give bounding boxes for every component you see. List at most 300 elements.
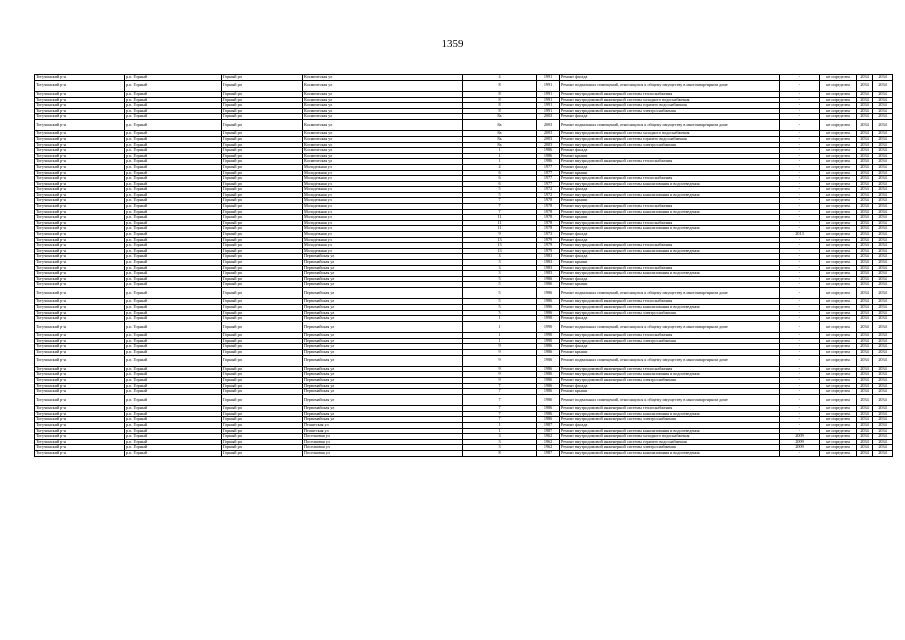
street-cell: Молодежная ул [303,204,463,210]
plan-to-year-cell: 2034 [873,349,893,355]
settlement-cell: р.п. Горный [125,75,222,81]
district-cell: Тогучинский р-н [35,423,125,429]
work-type-cell: Ремонт подвальных помещений, относящихся к общему имуществу в многоквартирном доме [560,287,780,298]
work-type-cell: Ремонт фасада [560,237,780,243]
build-year-cell: 1990 [537,338,560,344]
build-year-cell: 1978 [537,198,560,204]
build-year-cell: 1979 [537,248,560,254]
street-cell: Молодежная ул [303,187,463,193]
district-cell: Тогучинский р-н [35,170,125,176]
last-repair-year-cell: - [780,260,820,266]
plan-to-year-cell: 2034 [873,148,893,154]
settlement-cell: р.п. Горный [125,378,222,384]
district-cell: Тогучинский р-н [35,321,125,332]
house-number-cell: 1 [463,316,537,322]
municipality-cell: Горный рп [222,287,303,298]
municipality-cell: Горный рп [222,215,303,221]
street-cell: Молодежная ул [303,176,463,182]
last-repair-year-cell: - [780,114,820,120]
build-year-cell: 1990 [537,333,560,339]
plan-from-year-cell: 2034 [857,198,873,204]
plan-from-year-cell: 2034 [857,260,873,266]
settlement-cell: р.п. Горный [125,287,222,298]
plan-status-cell: не определен [820,80,857,91]
work-type-cell: Ремонт фасада [560,316,780,322]
house-number-cell: 8а [463,142,537,148]
build-year-cell: 1977 [537,181,560,187]
settlement-cell: р.п. Горный [125,423,222,429]
plan-to-year-cell: 2034 [873,417,893,423]
build-year-cell: 1962 [537,434,560,440]
plan-to-year-cell: 2034 [873,434,893,440]
work-type-cell: Ремонт фасада [560,164,780,170]
plan-from-year-cell: 2034 [857,378,873,384]
plan-status-cell: не определен [820,142,857,148]
last-repair-year-cell: - [780,423,820,429]
last-repair-year-cell: - [780,243,820,249]
work-type-cell: Ремонт подвальных помещений, относящихся к общему имуществу в многоквартирном доме [560,80,780,91]
last-repair-year-cell: - [780,265,820,271]
settlement-cell: р.п. Горный [125,428,222,434]
street-cell: Первомайская ул [303,265,463,271]
plan-status-cell: не определен [820,220,857,226]
plan-from-year-cell: 2034 [857,209,873,215]
last-repair-year-cell: - [780,338,820,344]
municipality-cell: Горный рп [222,389,303,395]
plan-to-year-cell: 2034 [873,304,893,310]
house-number-cell: 5 [463,192,537,198]
plan-to-year-cell: 2034 [873,209,893,215]
street-cell: Первомайская ул [303,383,463,389]
plan-to-year-cell: 2034 [873,265,893,271]
plan-status-cell: не определен [820,406,857,412]
capital-repair-table [34,74,893,457]
street-cell: Первомайская ул [303,344,463,350]
plan-status-cell: не определен [820,97,857,103]
plan-to-year-cell: 2034 [873,287,893,298]
plan-to-year-cell: 2034 [873,344,893,350]
municipality-cell: Горный рп [222,80,303,91]
street-cell: Первомайская ул [303,254,463,260]
work-type-cell: Ремонт подвальных помещений, относящихся к общему имуществу в многоквартирном доме [560,321,780,332]
house-number-cell: 9 [463,355,537,366]
settlement-cell: р.п. Горный [125,451,222,457]
district-cell: Тогучинский р-н [35,406,125,412]
district-cell: Тогучинский р-н [35,209,125,215]
plan-from-year-cell: 2034 [857,226,873,232]
settlement-cell: р.п. Горный [125,153,222,159]
district-cell: Тогучинский р-н [35,243,125,249]
settlement-cell: р.п. Горный [125,215,222,221]
work-type-cell: Ремонт внутридомовой инженерной системы холодного водоснабжения [560,97,780,103]
settlement-cell: р.п. Горный [125,114,222,120]
plan-status-cell: не определен [820,299,857,305]
settlement-cell: р.п. Горный [125,119,222,130]
settlement-cell: р.п. Горный [125,159,222,165]
plan-from-year-cell: 2034 [857,372,873,378]
settlement-cell: р.п. Горный [125,254,222,260]
last-repair-year-cell: - [780,153,820,159]
plan-from-year-cell: 2034 [857,142,873,148]
plan-to-year-cell: 2034 [873,321,893,332]
work-type-cell: Ремонт внутридомовой инженерной системы теплоснабжения [560,366,780,372]
district-cell: Тогучинский р-н [35,136,125,142]
street-cell: Космическая ул [303,131,463,137]
settlement-cell: р.п. Горный [125,316,222,322]
municipality-cell: Горный рп [222,333,303,339]
work-type-cell: Ремонт внутридомовой инженерной системы теплоснабжения [560,299,780,305]
build-year-cell: 1986 [537,148,560,154]
district-cell: Тогучинский р-н [35,153,125,159]
plan-status-cell: не определен [820,254,857,260]
street-cell: Молодежная ул [303,226,463,232]
municipality-cell: Горный рп [222,445,303,451]
work-type-cell: Ремонт внутридомовой инженерной системы канализования и водоотведения [560,192,780,198]
house-number-cell: 8а [463,119,537,130]
plan-to-year-cell: 2034 [873,176,893,182]
last-repair-year-cell: - [780,80,820,91]
plan-status-cell: не определен [820,411,857,417]
plan-from-year-cell: 2034 [857,299,873,305]
house-number-cell: 8а [463,136,537,142]
plan-status-cell: не определен [820,389,857,395]
settlement-cell: р.п. Горный [125,131,222,137]
plan-from-year-cell: 2034 [857,417,873,423]
build-year-cell: 1990 [537,316,560,322]
last-repair-year-cell: 2009 [780,434,820,440]
house-number-cell: 9 [463,378,537,384]
street-cell: Первомайская ул [303,316,463,322]
settlement-cell: р.п. Горный [125,232,222,238]
plan-status-cell: не определен [820,215,857,221]
house-number-cell: 9 [463,344,537,350]
house-number-cell: 1 [463,321,537,332]
build-year-cell: 1986 [537,299,560,305]
settlement-cell: р.п. Горный [125,282,222,288]
plan-status-cell: не определен [820,417,857,423]
plan-status-cell: не определен [820,75,857,81]
plan-from-year-cell: 2034 [857,304,873,310]
plan-from-year-cell: 2034 [857,204,873,210]
plan-status-cell: не определен [820,439,857,445]
last-repair-year-cell: - [780,254,820,260]
house-number-cell: 3 [463,434,537,440]
plan-from-year-cell: 2034 [857,316,873,322]
build-year-cell: 2003 [537,131,560,137]
settlement-cell: р.п. Горный [125,187,222,193]
build-year-cell: 1986 [537,383,560,389]
district-cell: Тогучинский р-н [35,159,125,165]
build-year-cell: 2003 [537,136,560,142]
district-cell: Тогучинский р-н [35,276,125,282]
house-number-cell: 3 [463,260,537,266]
settlement-cell: р.п. Горный [125,181,222,187]
settlement-cell: р.п. Горный [125,366,222,372]
plan-from-year-cell: 2034 [857,97,873,103]
house-number-cell: 7 [463,204,537,210]
plan-to-year-cell: 2034 [873,411,893,417]
plan-status-cell: не определен [820,248,857,254]
last-repair-year-cell: - [780,91,820,97]
last-repair-year-cell: - [780,170,820,176]
municipality-cell: Горный рп [222,170,303,176]
house-number-cell: 13 [463,248,537,254]
plan-status-cell: не определен [820,192,857,198]
district-cell: Тогучинский р-н [35,220,125,226]
last-repair-year-cell: - [780,192,820,198]
plan-status-cell: не определен [820,159,857,165]
build-year-cell: 1986 [537,153,560,159]
street-cell: Космическая ул [303,80,463,91]
house-number-cell: 3 [463,265,537,271]
settlement-cell: р.п. Горный [125,80,222,91]
plan-status-cell: не определен [820,378,857,384]
plan-to-year-cell: 2034 [873,378,893,384]
settlement-cell: р.п. Горный [125,148,222,154]
municipality-cell: Горный рп [222,344,303,350]
plan-to-year-cell: 2034 [873,451,893,457]
settlement-cell: р.п. Горный [125,209,222,215]
last-repair-year-cell: - [780,248,820,254]
municipality-cell: Горный рп [222,237,303,243]
municipality-cell: Горный рп [222,366,303,372]
build-year-cell: 2003 [537,119,560,130]
house-number-cell: 5 [463,310,537,316]
build-year-cell: 1986 [537,287,560,298]
last-repair-year-cell: - [780,333,820,339]
work-type-cell: Ремонт крыши [560,215,780,221]
build-year-cell: 1991 [537,103,560,109]
district-cell: Тогучинский р-н [35,304,125,310]
plan-from-year-cell: 2034 [857,287,873,298]
district-cell: Тогучинский р-н [35,260,125,266]
municipality-cell: Горный рп [222,406,303,412]
settlement-cell: р.п. Горный [125,333,222,339]
work-type-cell: Ремонт внутридомовой инженерной системы теплоснабжения [560,159,780,165]
plan-from-year-cell: 2034 [857,119,873,130]
house-number-cell: 7 [463,411,537,417]
district-cell: Тогучинский р-н [35,383,125,389]
house-number-cell: 11 [463,220,537,226]
build-year-cell: 1986 [537,417,560,423]
work-type-cell: Ремонт внутридомовой инженерной системы канализования и водоотведения [560,181,780,187]
work-type-cell: Ремонт крыши [560,349,780,355]
plan-from-year-cell: 2034 [857,406,873,412]
settlement-cell: р.п. Горный [125,310,222,316]
plan-status-cell: не определен [820,383,857,389]
street-cell: Пташтская ул [303,428,463,434]
build-year-cell: 1991 [537,91,560,97]
build-year-cell: 2003 [537,114,560,120]
work-type-cell: Ремонт крыши [560,389,780,395]
plan-from-year-cell: 2034 [857,349,873,355]
build-year-cell: 2003 [537,142,560,148]
plan-status-cell: не определен [820,237,857,243]
last-repair-year-cell: - [780,276,820,282]
plan-status-cell: не определен [820,136,857,142]
last-repair-year-cell: - [780,417,820,423]
municipality-cell: Горный рп [222,428,303,434]
district-cell: Тогучинский р-н [35,226,125,232]
work-type-cell: Ремонт внутридомовой инженерной системы теплоснабжения [560,243,780,249]
plan-from-year-cell: 2034 [857,159,873,165]
settlement-cell: р.п. Горный [125,248,222,254]
settlement-cell: р.п. Горный [125,338,222,344]
house-number-cell: 8 [463,97,537,103]
municipality-cell: Горный рп [222,119,303,130]
municipality-cell: Горный рп [222,232,303,238]
street-cell: Первомайская ул [303,310,463,316]
plan-from-year-cell: 2034 [857,243,873,249]
plan-to-year-cell: 2034 [873,103,893,109]
settlement-cell: р.п. Горный [125,142,222,148]
work-type-cell: Ремонт внутридомовой инженерной системы электроснабжения [560,445,780,451]
plan-from-year-cell: 2034 [857,192,873,198]
build-year-cell: 1991 [537,80,560,91]
municipality-cell: Горный рп [222,355,303,366]
plan-status-cell: не определен [820,310,857,316]
last-repair-year-cell: - [780,406,820,412]
plan-to-year-cell: 2034 [873,271,893,277]
house-number-cell: 6 [463,176,537,182]
municipality-cell: Горный рп [222,209,303,215]
last-repair-year-cell: - [780,321,820,332]
plan-to-year-cell: 2034 [873,142,893,148]
plan-from-year-cell: 2034 [857,131,873,137]
street-cell: Космическая ул [303,153,463,159]
street-cell: Космическая ул [303,159,463,165]
work-type-cell: Ремонт фасада [560,148,780,154]
build-year-cell: 1978 [537,204,560,210]
work-type-cell: Ремонт фасада [560,383,780,389]
plan-from-year-cell: 2034 [857,103,873,109]
district-cell: Тогучинский р-н [35,366,125,372]
settlement-cell: р.п. Горный [125,417,222,423]
street-cell: Первомайская ул [303,321,463,332]
plan-status-cell: не определен [820,131,857,137]
work-type-cell: Ремонт внутридомовой инженерной системы канализования и водоотведения [560,428,780,434]
street-cell: Первомайская ул [303,282,463,288]
build-year-cell: 1986 [537,389,560,395]
house-number-cell: 7 [463,406,537,412]
street-cell: Первомайская ул [303,406,463,412]
plan-status-cell: не определен [820,103,857,109]
last-repair-year-cell: - [780,119,820,130]
district-cell: Тогучинский р-н [35,232,125,238]
work-type-cell: Ремонт внутридомовой инженерной системы теплоснабжения [560,406,780,412]
street-cell: Молодежная ул [303,170,463,176]
plan-to-year-cell: 2034 [873,91,893,97]
build-year-cell: 1991 [537,97,560,103]
settlement-cell: р.п. Горный [125,321,222,332]
municipality-cell: Горный рп [222,226,303,232]
municipality-cell: Горный рп [222,451,303,457]
house-number-cell: 1 [463,153,537,159]
plan-to-year-cell: 2034 [873,333,893,339]
plan-to-year-cell: 2034 [873,215,893,221]
plan-to-year-cell: 2034 [873,260,893,266]
plan-from-year-cell: 2034 [857,310,873,316]
work-type-cell: Ремонт внутридомовой инженерной системы канализования и водоотведения [560,209,780,215]
district-cell: Тогучинский р-н [35,254,125,260]
municipality-cell: Горный рп [222,248,303,254]
work-type-cell: Ремонт внутридомовой инженерной системы канализования и водоотведения [560,304,780,310]
settlement-cell: р.п. Горный [125,344,222,350]
plan-status-cell: не определен [820,187,857,193]
last-repair-year-cell: - [780,164,820,170]
work-type-cell: Ремонт внутридомовой инженерной системы теплоснабжения [560,220,780,226]
settlement-cell: р.п. Горный [125,97,222,103]
plan-status-cell: не определен [820,198,857,204]
street-cell: Первомайская ул [303,333,463,339]
settlement-cell: р.п. Горный [125,349,222,355]
work-type-cell: Ремонт фасада [560,344,780,350]
settlement-cell: р.п. Горный [125,445,222,451]
house-number-cell: 9 [463,232,537,238]
municipality-cell: Горный рп [222,164,303,170]
municipality-cell: Горный рп [222,439,303,445]
street-cell: Космическая ул [303,114,463,120]
plan-to-year-cell: 2034 [873,439,893,445]
house-number-cell: 5 [463,282,537,288]
plan-from-year-cell: 2034 [857,215,873,221]
last-repair-year-cell: - [780,316,820,322]
work-type-cell: Ремонт внутридомовой инженерной системы теплоснабжения [560,91,780,97]
last-repair-year-cell: - [780,103,820,109]
municipality-cell: Горный рп [222,321,303,332]
municipality-cell: Горный рп [222,417,303,423]
settlement-cell: р.п. Горный [125,372,222,378]
last-repair-year-cell: - [780,310,820,316]
municipality-cell: Горный рп [222,159,303,165]
plan-to-year-cell: 2034 [873,389,893,395]
district-cell: Тогучинский р-н [35,394,125,405]
settlement-cell: р.п. Горный [125,226,222,232]
house-number-cell: 1 [463,423,537,429]
work-type-cell: Ремонт внутридомовой инженерной системы горячего водоснабжения [560,136,780,142]
district-cell: Тогучинский р-н [35,164,125,170]
build-year-cell: 1979 [537,243,560,249]
last-repair-year-cell: - [780,383,820,389]
house-number-cell: 8 [463,451,537,457]
plan-status-cell: не определен [820,209,857,215]
district-cell: Тогучинский р-н [35,204,125,210]
house-number-cell: 4 [463,164,537,170]
plan-from-year-cell: 2034 [857,271,873,277]
plan-from-year-cell: 2034 [857,366,873,372]
plan-from-year-cell: 2034 [857,232,873,238]
last-repair-year-cell: - [780,159,820,165]
district-cell: Тогучинский р-н [35,434,125,440]
house-number-cell: 1 [463,159,537,165]
plan-to-year-cell: 2034 [873,276,893,282]
page-number: 1359 [441,38,464,50]
work-type-cell: Ремонт внутридомовой инженерной системы холодного водоснабжения [560,434,780,440]
plan-from-year-cell: 2034 [857,176,873,182]
district-cell: Тогучинский р-н [35,349,125,355]
plan-status-cell: не определен [820,349,857,355]
house-number-cell: 6 [463,181,537,187]
street-cell: Космическая ул [303,142,463,148]
plan-to-year-cell: 2034 [873,406,893,412]
street-cell: Молодежная ул [303,198,463,204]
house-number-cell: 5 [463,187,537,193]
district-cell: Тогучинский р-н [35,310,125,316]
build-year-cell: 1978 [537,226,560,232]
house-number-cell: 1 [463,428,537,434]
work-type-cell: Ремонт крыши [560,153,780,159]
last-repair-year-cell: - [780,344,820,350]
